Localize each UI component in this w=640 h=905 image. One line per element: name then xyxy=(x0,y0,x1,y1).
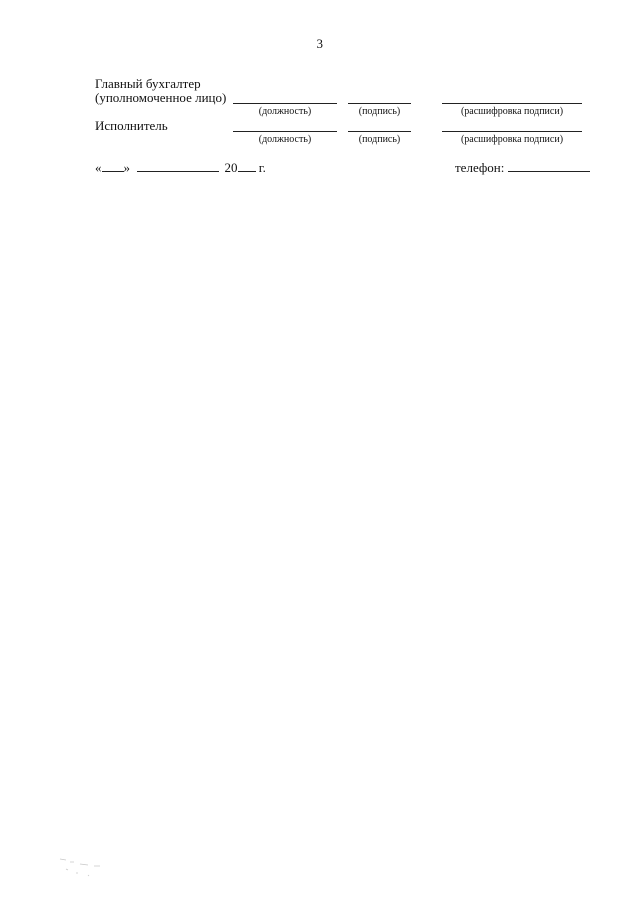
chief-accountant-position-line[interactable] xyxy=(233,103,337,104)
chief-accountant-label: Главный бухгалтер xyxy=(95,76,201,91)
year-prefix: 20 xyxy=(224,160,238,175)
executor-decoding-caption: (расшифровка подписи) xyxy=(460,134,564,145)
executor-label: Исполнитель xyxy=(95,118,168,133)
page-number: 3 xyxy=(316,36,324,51)
phone-line xyxy=(455,159,590,175)
executor-signature-caption: (подпись) xyxy=(358,134,401,145)
date-line xyxy=(95,159,266,175)
executor-signature-line[interactable] xyxy=(348,131,411,132)
chief-accountant-decoding-line[interactable] xyxy=(442,103,582,104)
year-blank[interactable] xyxy=(238,159,256,172)
executor-position-caption: (должность) xyxy=(258,134,312,145)
chief-accountant-decoding-caption: (расшифровка подписи) xyxy=(460,106,564,117)
chief-accountant-signature-caption: (подпись) xyxy=(358,106,401,117)
phone-blank[interactable] xyxy=(508,159,590,172)
quote-close: » xyxy=(123,160,130,175)
executor-decoding-line[interactable] xyxy=(442,131,582,132)
month-blank[interactable] xyxy=(137,159,219,172)
quote-open: « xyxy=(95,160,102,175)
executor-position-line[interactable] xyxy=(233,131,337,132)
chief-accountant-position-caption: (должность) xyxy=(258,106,312,117)
year-suffix: г. xyxy=(258,160,266,175)
chief-accountant-signature-line[interactable] xyxy=(348,103,411,104)
phone-label: телефон: xyxy=(455,160,505,175)
scan-specks xyxy=(58,855,118,879)
day-blank[interactable] xyxy=(102,159,124,172)
authorized-person-label: (уполномоченное лицо) xyxy=(95,90,227,105)
